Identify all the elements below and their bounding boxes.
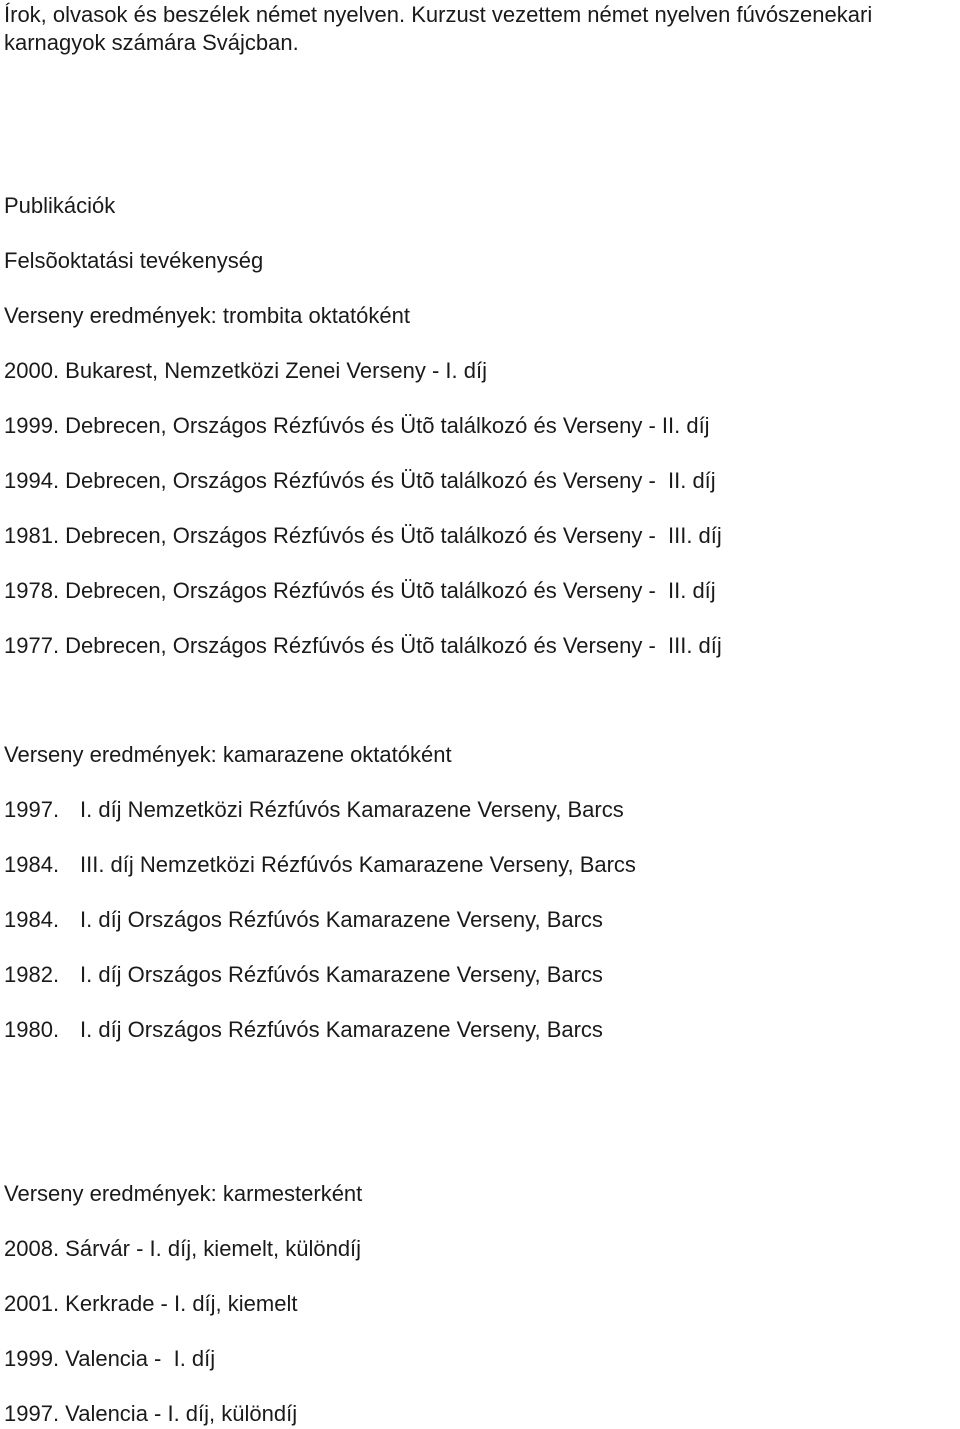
chamber-result-item bbox=[4, 906, 603, 934]
trumpet-result-item: 1999. Debrecen, Országos Rézfúvós és Ütõ találkozó és Verseny - II. díj bbox=[4, 413, 710, 438]
chamber-result-item bbox=[4, 961, 603, 989]
trumpet-result-item: 1978. Debrecen, Országos Rézfúvós és Ütõ találkozó és Verseny - II. díj bbox=[4, 578, 716, 603]
heading-higher-education: Felsõoktatási tevékenység bbox=[4, 248, 264, 273]
chamber-result-year: 1984. bbox=[4, 907, 60, 932]
conductor-result-item: 2008. Sárvár - I. díj, kiemelt, különdíj bbox=[4, 1236, 362, 1261]
intro-line-2: karnagyok számára Svájcban. bbox=[4, 30, 299, 55]
chamber-result-year: 1984. bbox=[4, 852, 60, 877]
chamber-result-text: I. díj Országos Rézfúvós Kamarazene Verseny, Barcs bbox=[80, 1017, 603, 1042]
chamber-result-year: 1980. bbox=[4, 1017, 60, 1042]
chamber-result-text: III. díj Nemzetközi Rézfúvós Kamarazene Verseny, Barcs bbox=[80, 852, 636, 877]
chamber-result-item bbox=[4, 796, 624, 824]
chamber-result-item bbox=[4, 851, 636, 879]
heading-publications: Publikációk bbox=[4, 193, 116, 218]
chamber-result-text: I. díj Országos Rézfúvós Kamarazene Verseny, Barcs bbox=[80, 907, 603, 932]
trumpet-result-item: 1994. Debrecen, Országos Rézfúvós és Ütõ találkozó és Verseny - II. díj bbox=[4, 468, 716, 493]
heading-trumpet-results: Verseny eredmények: trombita oktatóként bbox=[4, 303, 410, 328]
chamber-result-text: I. díj Országos Rézfúvós Kamarazene Verseny, Barcs bbox=[80, 962, 603, 987]
trumpet-result-item: 1981. Debrecen, Országos Rézfúvós és Ütõ találkozó és Verseny - III. díj bbox=[4, 523, 722, 548]
trumpet-result-item: 2000. Bukarest, Nemzetközi Zenei Verseny - I. díj bbox=[4, 358, 488, 383]
chamber-result-text: I. díj Nemzetközi Rézfúvós Kamarazene Verseny, Barcs bbox=[80, 797, 624, 822]
trumpet-result-item: 1977. Debrecen, Országos Rézfúvós és Ütõ találkozó és Verseny - III. díj bbox=[4, 633, 722, 658]
chamber-result-year: 1997. bbox=[4, 797, 60, 822]
conductor-result-item: 1999. Valencia - I. díj bbox=[4, 1346, 216, 1371]
conductor-result-item: 2001. Kerkrade - I. díj, kiemelt bbox=[4, 1291, 298, 1316]
chamber-result-item bbox=[4, 1016, 603, 1044]
conductor-result-item: 1997. Valencia - I. díj, különdíj bbox=[4, 1401, 298, 1426]
heading-chamber-results: Verseny eredmények: kamarazene oktatóként bbox=[4, 742, 452, 767]
intro-line-1: Írok, olvasok és beszélek német nyelven. Kurzust vezettem német nyelven fúvószenekari bbox=[4, 2, 873, 27]
heading-conductor-results: Verseny eredmények: karmesterként bbox=[4, 1181, 363, 1206]
chamber-result-year: 1982. bbox=[4, 962, 60, 987]
